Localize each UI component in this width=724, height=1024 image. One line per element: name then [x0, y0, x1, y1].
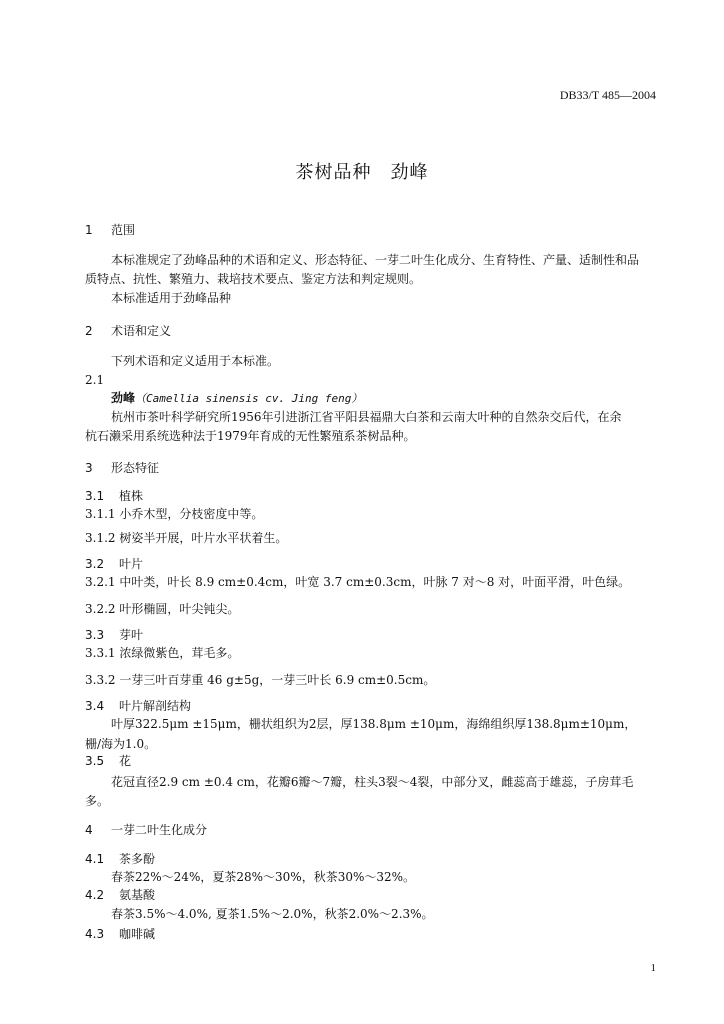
section-3-4-text-a: 叶厚322.5μm ±15μm，栅状组织为2层，厚138.8μm ±10μm，海绵组织厚138.8μm±10μm，: [111, 717, 637, 731]
section-1-para-1b: 质特点、抗性、繁殖力、栽培技术要点、鉴定方法和判定规则。: [85, 272, 422, 286]
section-4-heading: 4 一芽二叶生化成分: [85, 823, 208, 837]
term-name: 劲峰: [111, 391, 136, 405]
section-3-1-2: 3.1.2 树姿半开展，叶片水平状着生。: [85, 531, 288, 545]
section-2-intro: 下列术语和定义适用于本标准。: [111, 354, 280, 368]
section-3-4-text-b: 栅/海为1.0。: [85, 737, 157, 751]
section-3-3-2: 3.3.2 一芽三叶百芽重 46 g±5g，一芽三叶长 6.9 cm±0.5cm。: [85, 673, 436, 687]
section-1-para-1a: 本标准规定了劲峰品种的术语和定义、形态特征、一芽二叶生化成分、生育特性、产量、适制性和品: [111, 253, 640, 267]
section-4-1-heading: 4.1 茶多酚: [85, 852, 156, 866]
page-number: 1: [650, 962, 656, 974]
section-4-3-heading: 4.3 咖啡碱: [85, 927, 156, 941]
section-3-heading: 3 形态特征: [85, 461, 160, 475]
term-latin-name: （Camellia sinensis cv. Jing feng）: [135, 392, 363, 405]
section-1-heading: 1 范围: [85, 223, 136, 237]
section-2-heading: 2 术语和定义: [85, 324, 172, 338]
section-3-1-heading: 3.1 植株: [85, 489, 144, 503]
section-3-2-heading: 3.2 叶片: [85, 557, 144, 571]
section-3-5-heading: 3.5 花: [85, 754, 132, 768]
section-3-2-1: 3.2.1 中叶类，叶长 8.9 cm±0.4cm，叶宽 3.7 cm±0.3cm，叶脉 7 对～8 对，叶面平滑，叶色绿。: [85, 575, 631, 589]
standard-code: DB33/T 485—2004: [559, 88, 656, 102]
term-definition-b: 杭石濑采用系统选种法于1979年育成的无性繁殖系茶树品种。: [85, 429, 416, 443]
section-3-4-heading: 3.4 叶片解剖结构: [85, 699, 192, 713]
section-3-2-2: 3.2.2 叶形椭圆，叶尖钝尖。: [85, 602, 240, 616]
term-definition-a: 杭州市茶叶科学研究所1956年引进浙江省平阳县福鼎大白茶和云南大叶种的自然杂交后代，在余: [111, 410, 622, 424]
section-3-5-text-a: 花冠直径2.9 cm ±0.4 cm，花瓣6瓣～7瓣，柱头3裂～4裂，中部分叉，雌蕊高于雄蕊，子房茸毛: [111, 775, 634, 789]
section-1-para-2: 本标准适用于劲峰品种: [111, 291, 232, 305]
term-entry: [111, 390, 362, 407]
section-3-5-text-b: 多。: [85, 794, 110, 808]
section-4-2-heading: 4.2 氨基酸: [85, 888, 156, 902]
section-2-1-number: 2.1: [85, 373, 105, 387]
section-4-2-text: 春茶3.5%～4.0%, 夏茶1.5%～2.0%，秋茶2.0%～2.3%。: [111, 907, 434, 921]
document-title: 茶树品种 劲峰: [295, 162, 429, 183]
section-3-3-1: 3.3.1 浓绿微紫色，茸毛多。: [85, 646, 240, 660]
section-4-1-text: 春茶22%～24%，夏茶28%～30%，秋茶30%～32%。: [111, 870, 416, 884]
section-3-1-1: 3.1.1 小乔木型，分枝密度中等。: [85, 507, 264, 521]
section-3-3-heading: 3.3 芽叶: [85, 628, 144, 642]
